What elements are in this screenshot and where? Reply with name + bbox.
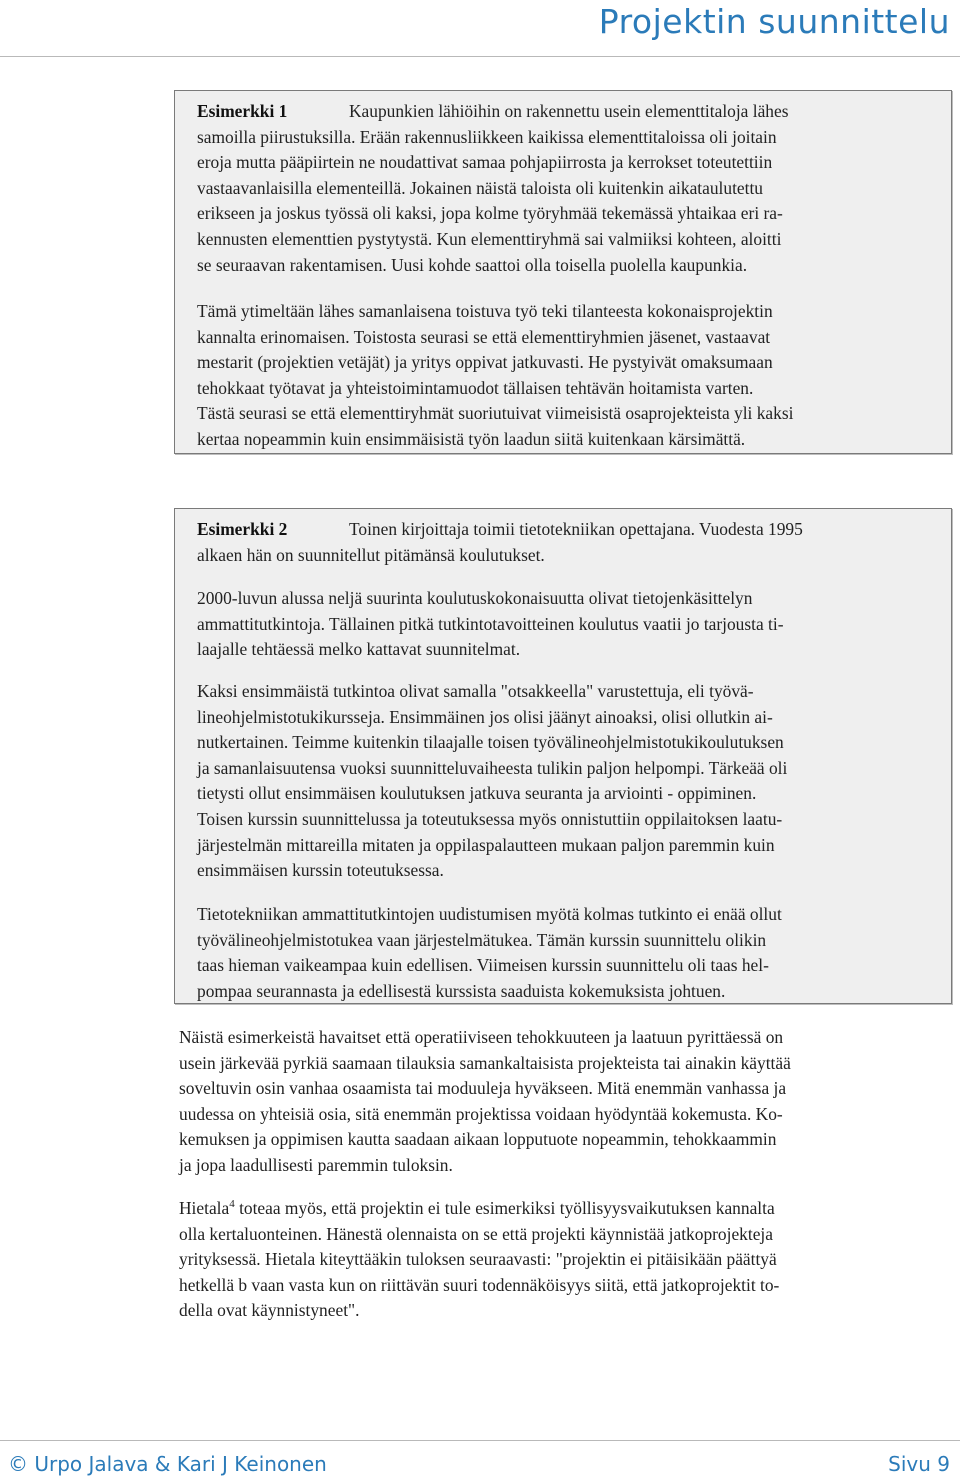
text-line: usein järkevää pyrkiä saamaan tilauksia samankaltaisista projekteista tai ainakin käyttää <box>179 1052 791 1073</box>
text-line: olla kertaluonteinen. Hänestä olennaista on se että projekti käynnistää jatkoprojekteja <box>179 1223 773 1244</box>
text-line: della ovat käynnistyneet". <box>179 1300 360 1321</box>
text-line: ensimmäisen kurssin toteutuksessa. <box>197 860 444 881</box>
example-1-label: Esimerkki 1 <box>197 101 288 121</box>
text-line: mestarit (projektien vetäjät) ja yritys oppivat jatkuvasti. He pystyivät omaksumaan <box>197 352 773 373</box>
example-2-paragraph-1 <box>197 517 935 568</box>
text-line: taas hieman vaikeampaa kuin edellisen. Viimeisen kurssin suunnittelu oli taas hel- <box>197 955 769 976</box>
text-line: lineohjelmistotukikursseja. Ensimmäinen jos olisi jäänyt ainoaksi, olisi ollutkin ai- <box>197 706 773 727</box>
text-line-content: toteaa myös, että projektin ei tule esimerkiksi työllisyysvaikutuksen kannalta <box>234 1198 775 1218</box>
text-line: yrityksessä. Hietala kiteyttääkin tuloksen seuraavasti: "projektin ei pitäisikään päättyä <box>179 1249 777 1270</box>
example-1-paragraph-1 <box>197 99 935 278</box>
footer-copyright: © Urpo Jalava & Kari J Keinonen <box>8 1452 327 1476</box>
text-line: Tietotekniikan ammattitutkintojen uudistumisen myötä kolmas tutkinto ei enää ollut <box>197 904 782 924</box>
author-name: Hietala <box>179 1198 230 1218</box>
example-2-paragraph-4 <box>197 902 935 1004</box>
text-line <box>179 1196 949 1222</box>
text-line <box>197 517 935 543</box>
text-line: ja samanlaisuutensa vuoksi suunnitteluvaiheesta tulikin paljon helpompi. Tärkeää oli <box>197 757 788 778</box>
footer-divider <box>0 1440 960 1441</box>
example-1-box <box>174 90 952 454</box>
text-line: kemuksen ja oppimisen kautta saadaan aikaan lopputuote nopeammin, tehokkaammin <box>179 1129 777 1150</box>
text-line: ja jopa laadullisesti paremmin tuloksin. <box>179 1154 453 1175</box>
footer-page-number: Sivu 9 <box>888 1452 950 1476</box>
text-line: erikseen ja joskus työssä oli kaksi, jopa kolme työryhmää tekemässä yhtaikaa eri ra- <box>197 203 783 224</box>
text-line: ammattitutkintoja. Tällainen pitkä tutkintotavoitteinen koulutus vaatii jo tarjousta ti- <box>197 613 784 634</box>
text-line: tietysti ollut ensimmäisen koulutuksen jatkuva seuranta ja arviointi - oppiminen. <box>197 783 757 804</box>
text-line: kannalta erinomaisen. Toistosta seurasi se että elementtiryhmien jäsenet, vastaavat <box>197 326 771 347</box>
text-line: uudessa on yhteisiä osia, sitä enemmän projektissa voidaan hyödyntää kokemusta. Ko- <box>179 1103 783 1124</box>
text-line: soveltuvin osin vanhaa osaamista tai moduuleja hyväkseen. Mitä enemmän vanhassa ja <box>179 1078 787 1099</box>
text-line: työvälineohjelmistotukea vaan järjestelmätukea. Tämän kurssin suunnittelu olikin <box>197 929 767 950</box>
text-line: se seuraavan rakentamisen. Uusi kohde saattoi olla toisella puolella kaupunkia. <box>197 254 748 275</box>
header-divider <box>0 56 960 57</box>
page-header-title: Projektin suunnittelu <box>598 2 950 41</box>
text-line-content: Kaupunkien lähiöihin on rakennettu usein elementtitaloja lähes <box>349 101 789 121</box>
text-line: Näistä esimerkeistä havaitset että operatiiviseen tehokkuuteen ja laatuun pyrittäessä on <box>179 1027 784 1047</box>
example-2-label: Esimerkki 2 <box>197 519 288 539</box>
example-2-box <box>174 508 952 1004</box>
example-1-paragraph-2 <box>197 299 935 453</box>
text-line: samoilla piirustuksilla. Erään rakennusliikkeen kaikissa elementtitaloissa oli joitain <box>197 126 777 147</box>
body-paragraph-2 <box>179 1196 949 1324</box>
text-line: Toisen kurssin suunnittelussa ja toteutuksessa myös onnistuttiin oppilaitoksen laatu- <box>197 808 783 829</box>
footnote-reference[interactable]: 4 <box>229 1198 235 1210</box>
text-line: Tästä seurasi se että elementtiryhmät suoriutuivat viimeisistä osaprojekteista yli kaksi <box>197 403 794 424</box>
text-line: järjestelmän mittareilla mitaten ja oppilaspalautteen mukaan paljon paremmin kuin <box>197 834 775 855</box>
text-line <box>197 99 935 125</box>
text-line: vastaavanlaisilla elementeillä. Jokainen näistä taloista oli kuitenkin aikataulutettu <box>197 177 763 198</box>
text-line: Kaksi ensimmäistä tutkintoa olivat samalla "otsakkeella" varustettuja, eli työvä- <box>197 681 754 701</box>
text-line: eroja mutta pääpiirtein ne noudattivat samaa pohjapiirrosta ja kerrokset toteutettiin <box>197 152 773 173</box>
example-2-paragraph-3 <box>197 679 935 884</box>
example-2-paragraph-2 <box>197 586 935 663</box>
text-line: kennusten elementtien pystytystä. Kun elementtiryhmä sai valmiiksi kohteen, aloitti <box>197 228 782 249</box>
text-line: tehokkaat työtavat ja yhteistoimintamuodot tällaisen tehtävän hoitamista varten. <box>197 377 754 398</box>
body-paragraph-1 <box>179 1025 949 1179</box>
text-line: kertaa nopeammin kuin ensimmäisistä työn laadun siitä kuitenkaan kärsimättä. <box>197 428 746 449</box>
text-line-content: Toinen kirjoittaja toimii tietotekniikan opettajana. Vuodesta 1995 <box>349 519 803 539</box>
text-line: hetkellä b vaan vasta kun on riittävän suuri todennäköisyys siitä, että jatkoprojektit to- <box>179 1274 780 1295</box>
text-line: nutkertainen. Teimme kuitenkin tilaajalle toisen työvälineohjelmistotukikoulutuksen <box>197 732 784 753</box>
text-line: laajalle tehtäessä melko kattavat suunnitelmat. <box>197 639 521 660</box>
text-line: Tämä ytimeltään lähes samanlaisena toistuva työ teki tilanteesta kokonaisprojektin <box>197 301 773 321</box>
text-line: pompaa seurannasta ja edellisestä kurssista saaduista kokemuksista johtuen. <box>197 980 726 1001</box>
text-line: 2000-luvun alussa neljä suurinta koulutuskokonaisuutta olivat tietojenkäsittelyn <box>197 588 753 608</box>
text-line: alkaen hän on suunnitellut pitämänsä koulutukset. <box>197 544 545 565</box>
